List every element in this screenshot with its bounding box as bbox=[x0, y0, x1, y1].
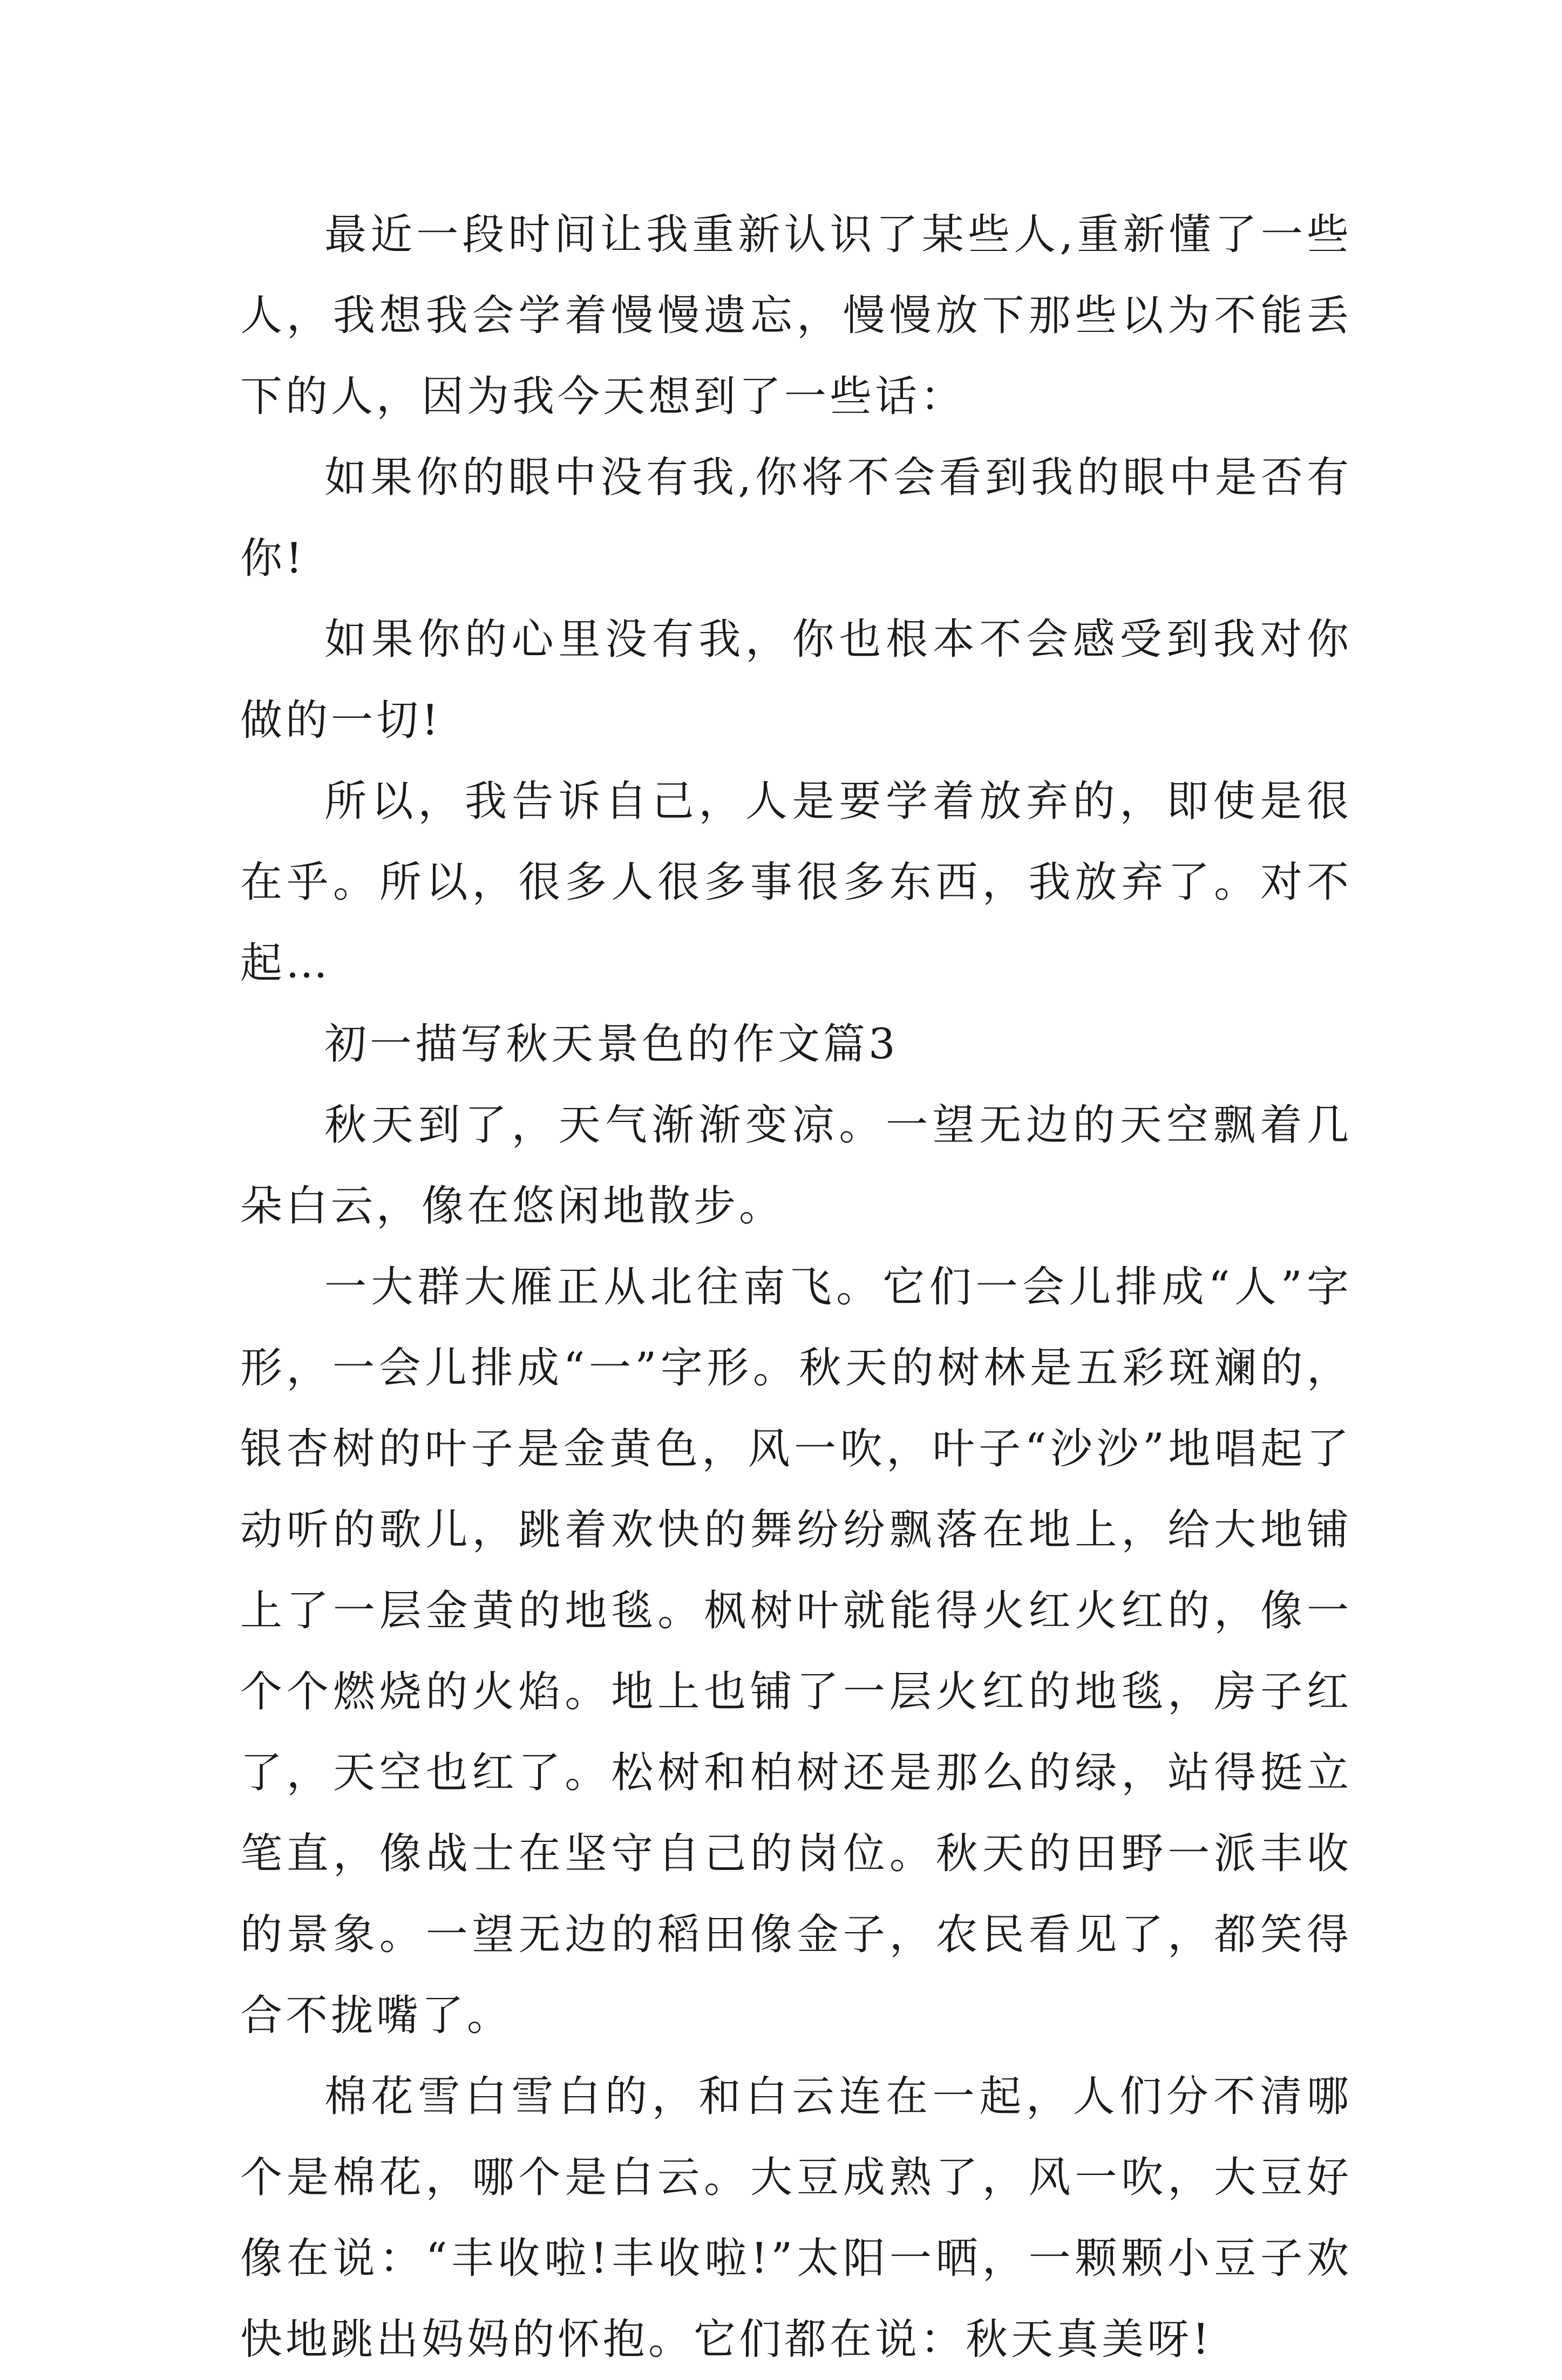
paragraph-eyes: 如果你的眼中没有我,你将不会看到我的眼中是否有你! bbox=[240, 453, 1352, 583]
essay-title: 初一描写秋天景色的作文篇3 bbox=[324, 1020, 899, 1069]
paragraph-autumn-arrives: 秋天到了，天气渐渐变凉。一望无边的天空飘着几朵白云，像在悠闲地散步。 bbox=[240, 1101, 1352, 1230]
paragraph-cotton-and-beans: 棉花雪白雪白的，和白云连在一起，人们分不清哪个是棉花，哪个是白云。大豆成熟了，风一吹，大豆好像在说：“丰收啦!丰收啦!”太阳一晒，一颗颗小豆子欢快地跳出妈妈的怀抱。它们都在说：秋天真美呀! bbox=[240, 2072, 1352, 2364]
paragraph-give-up: 所以，我告诉自己，人是要学着放弃的，即使是很在乎。所以，很多人很多事很多东西，我放弃了。对不起… bbox=[240, 777, 1352, 988]
paragraph-reflection: 最近一段时间让我重新认识了某些人,重新懂了一些人，我想我会学着慢慢遗忘，慢慢放下那些以为不能丢下的人，因为我今天想到了一些话： bbox=[240, 210, 1352, 421]
paragraph-geese-and-trees: 一大群大雁正从北往南飞。它们一会儿排成“人”字形，一会儿排成“一”字形。秋天的树林是五彩斑斓的，银杏树的叶子是金黄色，风一吹，叶子“沙沙”地唱起了动听的歌儿，跳着欢快的舞纷纷飘落在地上，给大地铺上了一层金黄的地毯。枫树叶就能得火红火红的，像一个个燃烧的火焰。地上也铺了一层火红的地毯，房子红了，天空也红了。松树和柏树还是那么的绿，站得挺立笔直，像战士在坚守自己的岗位。秋天的田野一派丰收的景象。一望无边的稻田像金子，农民看见了，都笑得合不拢嘴了。 bbox=[240, 1263, 1352, 2040]
paragraph-heart: 如果你的心里没有我，你也根本不会感受到我对你做的一切! bbox=[240, 615, 1352, 745]
document-body bbox=[240, 194, 1352, 2380]
